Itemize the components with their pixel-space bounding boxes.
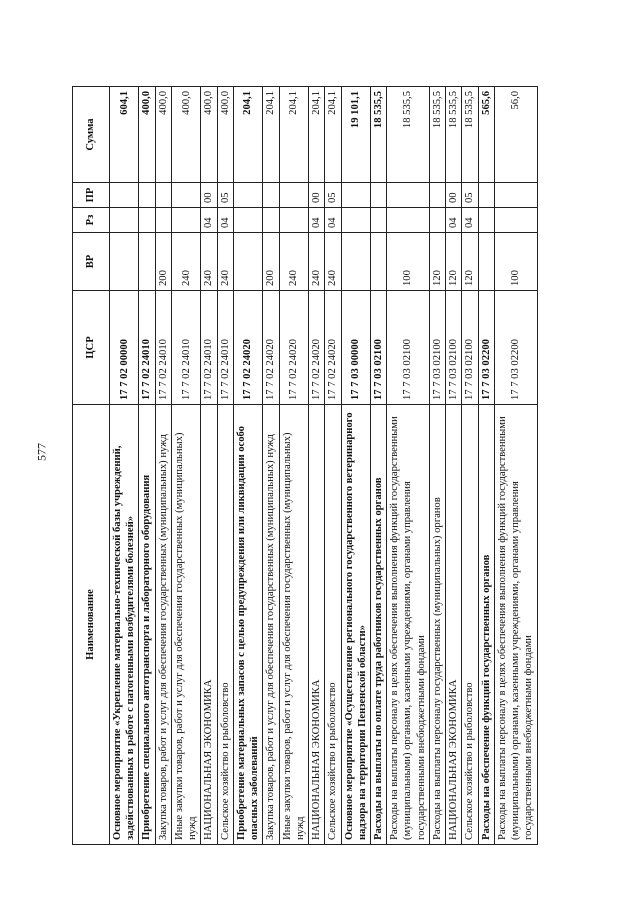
- cell-vr: 240: [309, 233, 325, 291]
- cell-code: 17 7 02 24010: [139, 291, 155, 405]
- cell-sum: 204,1: [279, 87, 308, 183]
- cell-pr: [263, 183, 279, 208]
- cell-vr: 240: [171, 233, 200, 291]
- cell-name: Сельское хозяйство и рыболовство: [462, 405, 478, 845]
- cell-pr: [171, 183, 200, 208]
- cell-pr: [370, 183, 386, 208]
- cell-code: 17 7 03 00000: [341, 291, 370, 405]
- cell-name: НАЦИОНАЛЬНАЯ ЭКОНОМИКА: [309, 405, 325, 845]
- table-row: [341, 87, 370, 845]
- cell-rz: [233, 208, 262, 233]
- cell-vr: 120: [429, 233, 445, 291]
- cell-code: 17 7 02 24010: [155, 291, 171, 405]
- cell-code: 17 7 02 24010: [201, 291, 217, 405]
- header-pr: ПР: [73, 183, 110, 208]
- cell-pr: 05: [462, 183, 478, 208]
- cell-pr: 05: [217, 183, 233, 208]
- table-row: [171, 87, 200, 845]
- cell-vr: 240: [217, 233, 233, 291]
- cell-vr: 100: [494, 233, 537, 291]
- cell-pr: [387, 183, 430, 208]
- table-row: [478, 87, 494, 845]
- cell-rz: [341, 208, 370, 233]
- cell-name: Сельское хозяйство и рыболовство: [217, 405, 233, 845]
- cell-pr: [341, 183, 370, 208]
- header-code: ЦСР: [73, 291, 110, 405]
- cell-rz: [478, 208, 494, 233]
- table-row: [429, 87, 445, 845]
- cell-pr: 00: [201, 183, 217, 208]
- cell-sum: 18 535,5: [429, 87, 445, 183]
- table-row: [155, 87, 171, 845]
- cell-vr: 120: [462, 233, 478, 291]
- table-row: [325, 87, 341, 845]
- budget-table: [72, 86, 538, 845]
- cell-pr: [155, 183, 171, 208]
- cell-sum: 400,0: [155, 87, 171, 183]
- cell-sum: 18 535,5: [370, 87, 386, 183]
- cell-name: Основное мероприятие «Осуществление регионального государственного ветеринарного надзора на территории Пензенской области»: [341, 405, 370, 845]
- cell-pr: 00: [309, 183, 325, 208]
- cell-vr: 100: [387, 233, 430, 291]
- cell-code: 17 7 03 02100: [462, 291, 478, 405]
- cell-name: Расходы на выплаты персоналу в целях обеспечения выполнения функций государственными (муниципальными) органами, казенными учреждениями, органами управления государственными внебюджетными фондами: [387, 405, 430, 845]
- cell-code: 17 7 03 02200: [478, 291, 494, 405]
- cell-vr: 200: [263, 233, 279, 291]
- cell-vr: [139, 233, 155, 291]
- cell-name: НАЦИОНАЛЬНАЯ ЭКОНОМИКА: [446, 405, 462, 845]
- cell-name: Закупка товаров, работ и услуг для обеспечения государственных (муниципальных) нужд: [155, 405, 171, 845]
- cell-name: Сельское хозяйство и рыболовство: [325, 405, 341, 845]
- cell-name: Приобретение специального автотранспорта и лабораторного оборудования: [139, 405, 155, 845]
- cell-pr: [110, 183, 139, 208]
- cell-pr: 00: [446, 183, 462, 208]
- header-name: Наименование: [73, 405, 110, 845]
- cell-vr: 240: [325, 233, 341, 291]
- table-row: [217, 87, 233, 845]
- cell-code: 17 7 03 02100: [387, 291, 430, 405]
- cell-sum: 18 535,5: [462, 87, 478, 183]
- cell-name: Расходы на выплаты персоналу государственных (муниципальных) органов: [429, 405, 445, 845]
- cell-code: 17 7 03 02100: [429, 291, 445, 405]
- page-number: 577: [34, 443, 49, 461]
- cell-name: Иные закупки товаров, работ и услуг для обеспечения государственных (муниципальных) нужд: [171, 405, 200, 845]
- cell-name: Приобретение материальных запасов с целью предупреждения или ликвидации особо опасных заболеваний: [233, 405, 262, 845]
- cell-rz: [110, 208, 139, 233]
- rotated-table-container: [72, 87, 567, 845]
- table-row: [263, 87, 279, 845]
- cell-rz: [494, 208, 537, 233]
- cell-pr: [233, 183, 262, 208]
- cell-rz: 04: [462, 208, 478, 233]
- table-row: [279, 87, 308, 845]
- cell-rz: [387, 208, 430, 233]
- cell-vr: 120: [446, 233, 462, 291]
- table-row: [370, 87, 386, 845]
- table-row: [139, 87, 155, 845]
- header-sum: Сумма: [73, 87, 110, 183]
- cell-pr: 05: [325, 183, 341, 208]
- cell-code: 17 7 02 24020: [279, 291, 308, 405]
- cell-vr: 240: [201, 233, 217, 291]
- cell-name: НАЦИОНАЛЬНАЯ ЭКОНОМИКА: [201, 405, 217, 845]
- cell-code: 17 7 03 02200: [494, 291, 537, 405]
- table-row: [110, 87, 139, 845]
- cell-code: 17 7 02 24010: [171, 291, 200, 405]
- cell-name: Расходы на обеспечение функций государственных органов: [478, 405, 494, 845]
- cell-sum: 18 535,5: [387, 87, 430, 183]
- cell-vr: [233, 233, 262, 291]
- cell-code: 17 7 02 24020: [309, 291, 325, 405]
- cell-rz: [370, 208, 386, 233]
- cell-pr: [279, 183, 308, 208]
- cell-rz: 04: [446, 208, 462, 233]
- cell-sum: 400,0: [217, 87, 233, 183]
- cell-code: 17 7 03 02100: [370, 291, 386, 405]
- cell-rz: [171, 208, 200, 233]
- cell-sum: 565,6: [478, 87, 494, 183]
- cell-sum: 19 101,1: [341, 87, 370, 183]
- cell-sum: 400,0: [171, 87, 200, 183]
- table-body: [110, 87, 538, 845]
- cell-pr: [494, 183, 537, 208]
- cell-name: Расходы на выплаты персоналу в целях обеспечения выполнения функций государственными (муниципальными) органами, казенными учреждениями, органами управления государственными внебюджетными фондами: [494, 405, 537, 845]
- cell-rz: [155, 208, 171, 233]
- cell-code: 17 7 02 24020: [263, 291, 279, 405]
- table-row: [494, 87, 537, 845]
- cell-code: 17 7 02 24020: [233, 291, 262, 405]
- cell-vr: 240: [279, 233, 308, 291]
- cell-rz: [139, 208, 155, 233]
- cell-name: Закупка товаров, работ и услуг для обеспечения государственных (муниципальных) нужд: [263, 405, 279, 845]
- cell-code: 17 7 02 24010: [217, 291, 233, 405]
- cell-vr: 200: [155, 233, 171, 291]
- table-row: [446, 87, 462, 845]
- cell-code: 17 7 02 00000: [110, 291, 139, 405]
- cell-pr: [429, 183, 445, 208]
- cell-code: 17 7 02 24020: [325, 291, 341, 405]
- cell-pr: [139, 183, 155, 208]
- cell-pr: [478, 183, 494, 208]
- cell-sum: 204,1: [325, 87, 341, 183]
- table-row: [233, 87, 262, 845]
- cell-sum: 18 535,5: [446, 87, 462, 183]
- cell-rz: 04: [325, 208, 341, 233]
- cell-vr: [370, 233, 386, 291]
- table-row: [387, 87, 430, 845]
- cell-name: Основное мероприятие «Укрепление материально-технической базы учреждений, задействованных в работе с патогенными возбудителями болезней»: [110, 405, 139, 845]
- cell-sum: 56,0: [494, 87, 537, 183]
- cell-rz: 04: [309, 208, 325, 233]
- cell-rz: [429, 208, 445, 233]
- cell-name: Расходы на выплаты по оплате труда работников государственных органов: [370, 405, 386, 845]
- cell-name: Иные закупки товаров, работ и услуг для обеспечения государственных (муниципальных) нужд: [279, 405, 308, 845]
- cell-vr: [110, 233, 139, 291]
- cell-sum: 400,0: [139, 87, 155, 183]
- cell-sum: 204,1: [263, 87, 279, 183]
- cell-rz: 04: [201, 208, 217, 233]
- cell-code: 17 7 03 02100: [446, 291, 462, 405]
- cell-sum: 400,0: [201, 87, 217, 183]
- cell-sum: 204,1: [233, 87, 262, 183]
- table-row: [309, 87, 325, 845]
- cell-sum: 604,1: [110, 87, 139, 183]
- table-row: [201, 87, 217, 845]
- cell-rz: [263, 208, 279, 233]
- header-vr: ВР: [73, 233, 110, 291]
- cell-vr: [341, 233, 370, 291]
- cell-rz: 04: [217, 208, 233, 233]
- table-row: [462, 87, 478, 845]
- table-header-row: [73, 87, 110, 845]
- cell-vr: [478, 233, 494, 291]
- header-rz: Рз: [73, 208, 110, 233]
- cell-rz: [279, 208, 308, 233]
- cell-sum: 204,1: [309, 87, 325, 183]
